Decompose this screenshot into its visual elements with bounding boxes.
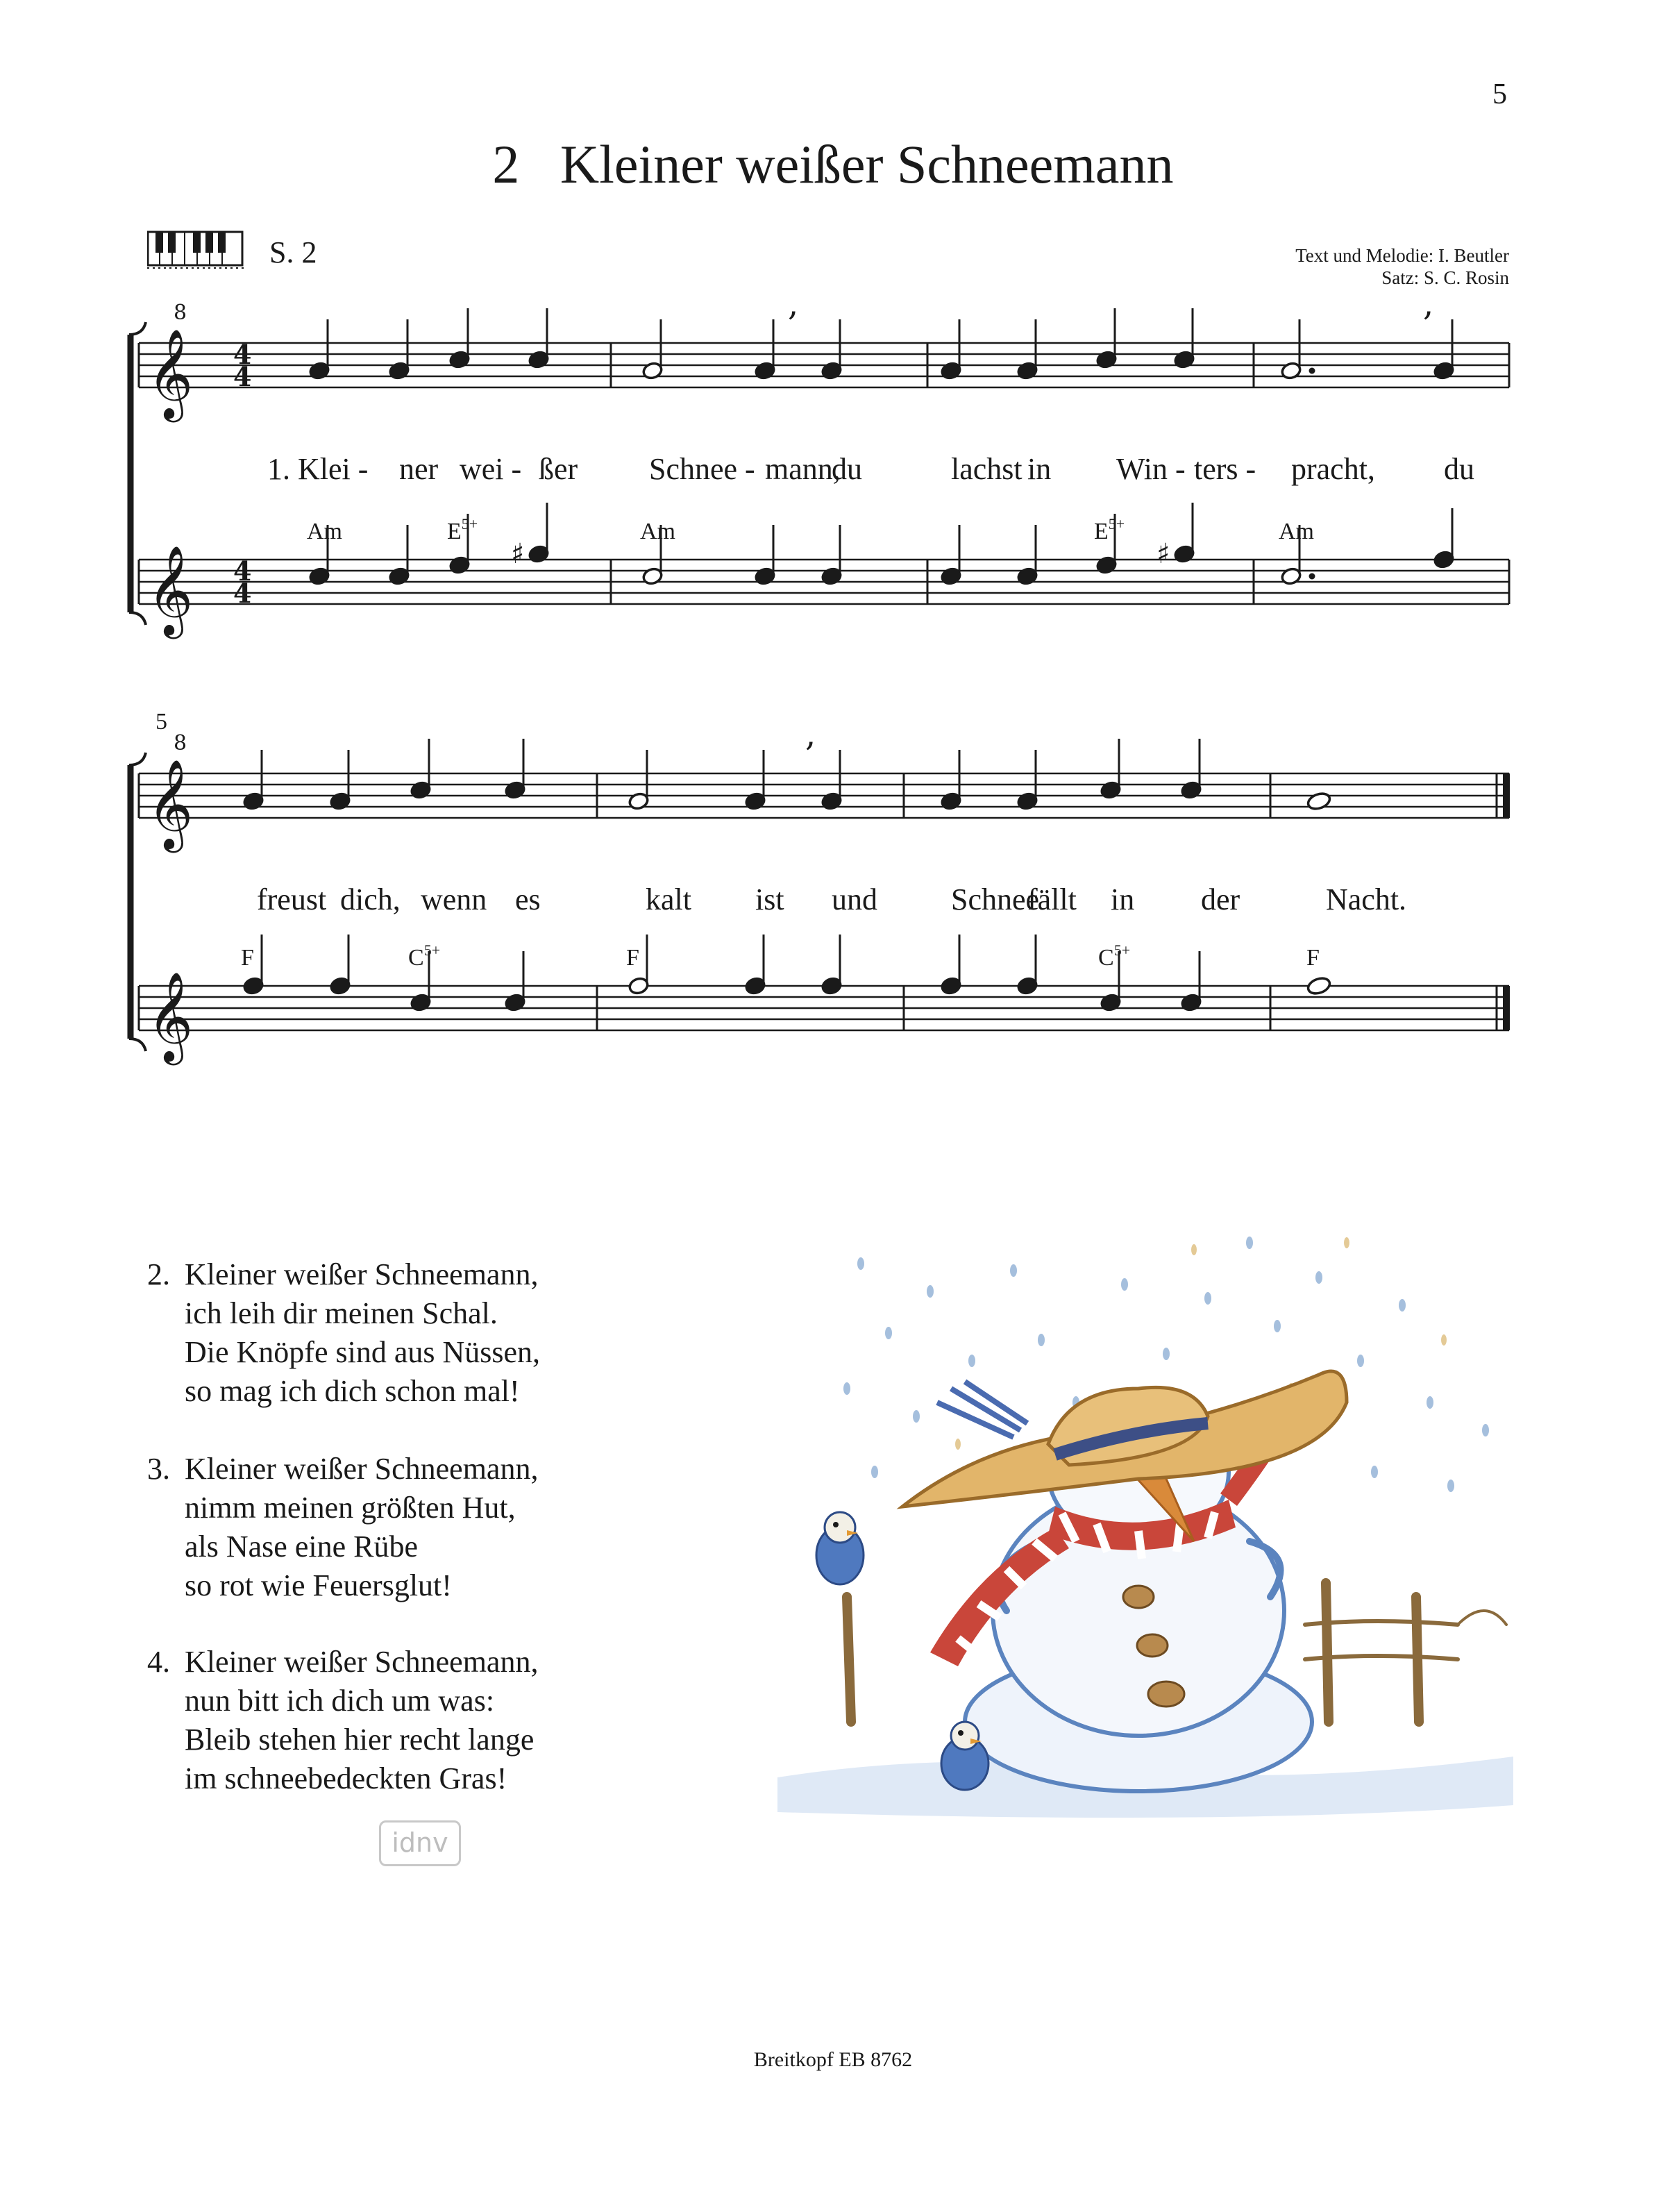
verse-line: Bleib stehen hier recht lange	[185, 1723, 535, 1757]
time-signature-bottom: 4	[233, 361, 252, 392]
verse-line: Kleiner weißer Schneemann,	[185, 1645, 539, 1679]
bracket-hook	[129, 1039, 146, 1051]
bird-on-post	[816, 1512, 864, 1584]
verse-line: Die Knöpfe sind aus Nüssen,	[185, 1335, 541, 1369]
verse-line: nimm meinen größten Hut,	[185, 1491, 516, 1525]
lyric-syllable: Schnee	[951, 882, 1040, 916]
octave-treble-marker: 8	[174, 731, 187, 755]
lyric-syllable: 1. Klei -	[267, 452, 369, 486]
verse-3	[147, 1450, 538, 1605]
lyric-syllable: du	[832, 452, 862, 486]
verse-number: 3.	[147, 1452, 170, 1486]
chord-symbol: $C^{5+}$	[1098, 941, 1131, 971]
credit-text-melody: Text und Melodie: I. Beutler	[1295, 245, 1509, 266]
chord-symbol: $C^{5+}$	[408, 941, 441, 971]
sharp-accidental: ♯	[511, 538, 525, 570]
chord-symbol: Am	[640, 519, 675, 544]
chord-symbol: Am	[1279, 519, 1314, 544]
octave-treble-marker: 8	[174, 301, 187, 325]
watermark: idnv	[379, 1820, 461, 1866]
lyric-syllable: dich,	[340, 882, 401, 916]
music-score	[0, 0, 1666, 1083]
verse-line: so rot wie Feuersglut!	[185, 1568, 452, 1602]
snowman-illustration	[750, 1180, 1541, 1861]
song-number: 2	[492, 134, 520, 194]
chord-symbol: Am	[307, 519, 342, 544]
lyric-syllable: pracht,	[1291, 452, 1375, 486]
lyric-syllable: wei -	[460, 452, 522, 486]
time-signature-top: 4	[233, 555, 252, 587]
verse-2	[147, 1255, 540, 1411]
treble-clef: 𝄞	[147, 545, 194, 635]
lyric-syllable: es	[515, 882, 541, 916]
page-number: 5	[1492, 78, 1507, 110]
lyric-syllable: Win -	[1116, 452, 1186, 486]
lyric-syllable: wenn	[421, 882, 487, 916]
verse-line: ich leih dir meinen Schal.	[185, 1296, 498, 1330]
note-head	[1306, 791, 1332, 812]
lyric-syllable: und	[832, 882, 877, 916]
lyric-syllable: Schnee -	[649, 452, 755, 486]
note-head	[1306, 975, 1332, 996]
lyric-syllable: mann,	[765, 452, 841, 486]
sharp-accidental: ♯	[1156, 538, 1170, 570]
chord-symbol: F	[1306, 945, 1320, 971]
time-signature-bottom: 4	[233, 578, 252, 609]
lyric-syllable: Nacht.	[1326, 882, 1407, 916]
lyric-syllable: der	[1201, 882, 1240, 916]
breath-mark: ,	[1423, 285, 1434, 324]
verse-line: als Nase eine Rübe	[185, 1530, 418, 1564]
dotted-note-dot	[1309, 368, 1315, 374]
verse-number: 2.	[147, 1257, 170, 1291]
lyric-syllable: ßer	[539, 452, 578, 486]
lyric-syllable: in	[1027, 452, 1052, 486]
treble-clef: 𝄞	[147, 971, 194, 1062]
lyric-syllable: lachst	[951, 452, 1023, 486]
lyric-syllable: ist	[755, 882, 784, 916]
breath-mark: ,	[805, 715, 816, 754]
treble-clef: 𝄞	[147, 328, 194, 419]
credit-arrangement: Satz: S. C. Rosin	[1381, 267, 1509, 288]
chord-symbol: $E^{5+}$	[447, 515, 478, 544]
lyric-syllable: freust	[257, 882, 327, 916]
lyric-syllable: du	[1444, 452, 1474, 486]
lyric-syllable: ner	[399, 452, 439, 486]
verse-line: nun bitt ich dich um was:	[185, 1684, 495, 1718]
verse-line: im schneebedeckten Gras!	[185, 1761, 507, 1795]
bracket-hook	[129, 753, 146, 765]
chord-symbol: F	[241, 945, 254, 971]
chord-symbol: F	[626, 945, 639, 971]
lyric-syllable: in	[1111, 882, 1135, 916]
measure-number: 5	[155, 709, 167, 735]
verse-4	[147, 1643, 538, 1798]
verse-line: Kleiner weißer Schneemann,	[185, 1257, 539, 1291]
time-signature-top: 4	[233, 339, 252, 370]
lyric-syllable: kalt	[646, 882, 691, 916]
treble-clef: 𝄞	[147, 759, 194, 849]
cd-reference: S. 2	[269, 235, 317, 269]
verse-line: so mag ich dich schon mal!	[185, 1374, 520, 1408]
verse-number: 4.	[147, 1645, 170, 1679]
lyric-syllable: ters -	[1194, 452, 1256, 486]
verse-line: Kleiner weißer Schneemann,	[185, 1452, 539, 1486]
bracket-hook	[129, 322, 146, 335]
dotted-note-dot	[1309, 573, 1315, 580]
breath-mark: ,	[788, 285, 799, 324]
chord-symbol: $E^{5+}$	[1094, 515, 1125, 544]
footer-publisher: Breitkopf EB 8762	[753, 2048, 913, 2071]
lyric-syllable: fällt	[1027, 882, 1077, 916]
bracket-hook	[129, 612, 146, 625]
song-title-text: Kleiner weißer Schneemann	[559, 134, 1174, 194]
